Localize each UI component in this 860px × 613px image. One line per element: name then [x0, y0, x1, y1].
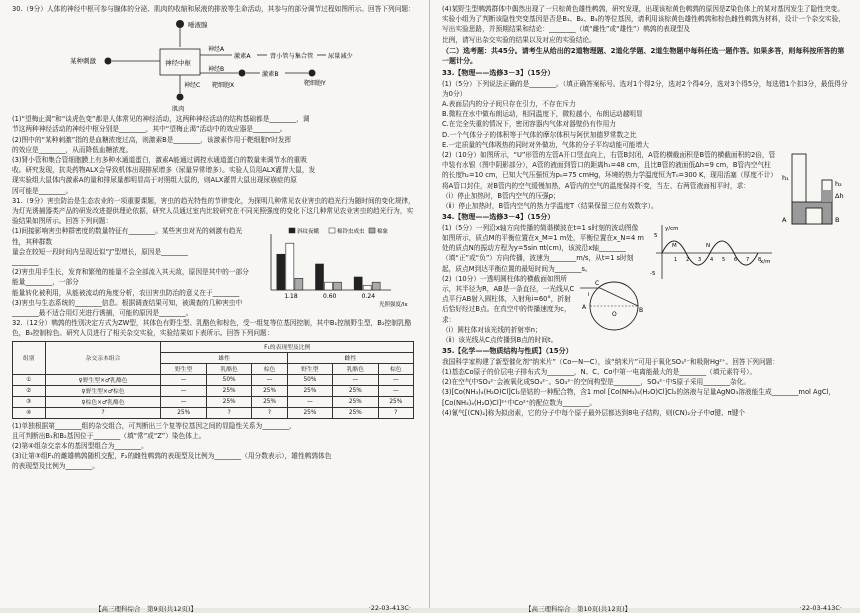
wave-amp: 5	[654, 232, 658, 239]
th-cream: 乳酪色	[333, 363, 378, 374]
q33-line: (1)（5分）下列说法正确的是________。（填正确答案标号。选对1个得2分，选对2个得4分，选对3个得5分，每选错1个扣3分，最低得分为0分）	[442, 79, 848, 98]
q30-line: 收。研究发现，抗炎药物ALX会导致机体出现排尿增多（尿量异常增多）。实验人员用ALX灌胃大鼠，发	[12, 166, 316, 175]
chart-bar	[295, 279, 303, 291]
legend-swatch	[289, 228, 295, 233]
th-brown: 棕色	[378, 363, 413, 374]
q33-option: D.一个气体分子的体积等于气体的摩尔体积与阿伏加德罗常数之比	[442, 130, 637, 139]
chart-bar	[325, 283, 333, 291]
table-row: ② ♀野生型×♂棕色 — 25% 25% 25% 25% —	[13, 385, 414, 396]
q32-line: (1)单独根据第________组的杂交组合，可判断出三个复等位基因之间的显隐性关系为________，	[12, 421, 296, 430]
footer-title: 【高三理科综合 第10页(共12页)】	[525, 605, 632, 613]
q31-line: (3)害虫与生态系统的________信息。根据调查结果可知，被调查的几种害虫中________最不适合用灯光进行诱捕，可能的原因是________。	[12, 298, 243, 318]
hormone-a-label: 激素A	[234, 53, 251, 61]
fig-h2: h₂	[835, 180, 842, 189]
q31-line: 量会在较短一段时间内呈现近似“J”型增长，原因是________	[12, 247, 188, 256]
q30-line: (1)“望梅止渴”和“谈虎色变”都是人体常见的神经活动，这两种神经活动的结构基础都是________，调	[12, 115, 310, 124]
q35-line: (2)在空气中SO₃²⁻会被氧化成SO₄²⁻。SO₃²⁻的空间构型是________，SO₄²⁻中S原子采用________杂化。	[442, 378, 751, 387]
q32-line: 且可判断出B₁和B₂基因位于________（填“常”或“Z”）染色体上。	[12, 431, 206, 440]
wave-tick: 2	[686, 256, 690, 263]
hormone-b-label: 激素B	[262, 71, 279, 79]
stimulus-label: 某种刺激	[70, 57, 96, 66]
circle-b: B	[639, 306, 644, 314]
legend-label: 棉象	[377, 229, 389, 236]
wave-xlabel: x/m	[760, 258, 771, 265]
table-row: ① ♀野生型×♂乳酪色 — 50% — 50% — —	[13, 374, 414, 385]
th-wild: 野生型	[287, 363, 332, 374]
q31-line: (2)害虫用手生长，发育和繁殖的能量不会全部流入其天敌，原因是其中的一部分能量________，一部分	[12, 268, 249, 287]
chart-bar	[286, 244, 294, 291]
wave-m: M	[672, 242, 677, 249]
q30-line: 节这两种神经活动的神经中枢分别是________，其中“望梅止渴”活动中的效应器是________。	[12, 125, 287, 134]
chart-bar	[363, 286, 371, 291]
q30-line: 的效应是________，从而降低血糖浓度。	[12, 145, 133, 154]
nerve-b-label: 神经B	[208, 66, 225, 74]
legend-swatch	[369, 228, 375, 233]
q35-line: (1)基态Co原子的价层电子排布式为________，N、C、Co中第一电离能最大的是________（填元素符号）。	[442, 368, 757, 377]
q30-questions	[12, 114, 419, 196]
th-cream: 乳酪色	[206, 363, 251, 374]
q35-line: (4)氰气[(CN)₂]称为拟卤素，它的分子中每个原子最外层都达到8电子结构，则(CN)₂分子中σ键、π键个	[442, 408, 746, 417]
gland-label: 唾液腺	[188, 21, 208, 30]
q33-option: C.在完全失重的情况下，密闭容器内气体对器壁仍有作用力	[442, 120, 616, 129]
q32-stem: 32.（12分）鹌鹑的性别决定方式为ZW型，其体色有野生型、乳酪色和棕色，受一组复等位基因控制，其中B₁控制野生型，B₂控制乳酪色，B₃控制棕色。研究人员进行了相关杂交实验，实验结果如下表所示。回答下列问题：	[12, 319, 412, 338]
q33-option: B.微粒在水中做布朗运动，相同温度下，微粒越小，布朗运动越明显	[442, 110, 643, 119]
elective-note: （二）选考题：共45分。请考生从给出的2道物理题、2道化学题、2道生物题中每科任选一题作答。如果多答，则每科按所答的第一题计分。	[442, 46, 845, 66]
kidney-label: 肾小管与集合管	[270, 53, 314, 61]
th-f1: F₁的表现型及比例	[161, 341, 414, 352]
wave-ylabel: y/cm	[665, 225, 679, 232]
q34-line: (2)（10分）一透明圆柱体的横截面如图所示，其半径为R，AB是一条直径，一光线从C点平行AB射入圆柱体，入射角i=60°，折射后恰好经过B点。在真空中的传播速度为c，求：	[442, 274, 575, 324]
wave-figure	[648, 223, 776, 281]
q30-line: 因可能是________。	[12, 186, 73, 195]
circle-a: A	[582, 303, 587, 311]
target-y-label: 靶细胞Y	[304, 80, 326, 88]
q31-stem: 31.（9分）害虫防治是生态农业的一项重要课题，害虫的趋光特性的节律变化，为探明几种常见农业害虫的趋光行为随时间的变化规律，为灯光诱捕器类产品的研发改进提供理论依据，研究人员通过室内比较研究在不同光照强度的变化下这几种常见农业害虫的趋光行为，实验结果如图所示。回答下列问题：	[12, 196, 415, 226]
chart-bar	[354, 277, 362, 290]
q31-line: ________	[12, 258, 39, 267]
th-female: 雌性	[287, 352, 413, 363]
q33-line: （ⅱ）停止加热时，B管内空气的热力学温度T（结果保留三位有效数字）。	[442, 202, 658, 211]
q34-line: （ⅱ）该光线从C点传播到B点的时间t。	[442, 336, 558, 345]
fig-b: B	[835, 216, 840, 225]
nerve-a-label: 神经A	[208, 46, 225, 54]
urine-label: 尿量减少	[328, 53, 353, 61]
q33-line: (2)（10分）如图所示，“U”形管的左管A开口竖直向上，右管B封闭，A管的横截面积是B管的横截面积的2倍，管中装有水银（图中阴影部分），A管的液面到管口的距离h₁=48 cm，且比B管的液面低Δh=9 cm，B管内空气柱的长度h₂=10 cm，已知大气压强恒为p₀=75 cmHg，环境的热力学温度恒为T₀=300 K，现用活塞（厚度不计）将A管口封住，对B管内的空气缓慢加热，A管内的空气的温度保持不变，当左、右两管液面相平时，求：	[442, 151, 776, 190]
q32-cross-table	[12, 341, 414, 419]
fig-h1: h₁	[782, 174, 789, 183]
q31-line: 能量转化被利用，从能被流动的角度分析，农田害虫防治的意义在于________	[12, 288, 240, 297]
footer-code: ·22-03-413C·	[799, 604, 842, 612]
muscle-label: 肌肉	[172, 106, 185, 114]
wave-tick: 3	[698, 256, 702, 263]
chart-tick-label: 1.18	[284, 293, 298, 301]
exam-page-10	[430, 0, 860, 613]
q30-line: 现实验组大鼠体内激素A的量和排尿量都明显高于对照组大鼠的，则ALX灌胃大鼠出现尿崩症的原	[12, 176, 297, 185]
legend-label: 棉铃虫成虫	[337, 229, 365, 236]
fig-a: A	[782, 216, 787, 225]
q30-stem: 30.（9分）人体的神经中枢可参与腺体的分泌、肌肉的收缩和尿液的排放等生命活动，其参与的部分调节过程如图所示。回答下列问题：	[12, 5, 415, 13]
table-row: ④ ? 25% ? ? 25% 25% ?	[13, 407, 414, 418]
wave-tick: 4	[710, 256, 714, 263]
nerve-c-label: 神经C	[184, 82, 201, 90]
q32-line: (2)第④组杂交亲本的基因型组合为________。	[12, 442, 148, 451]
chart-bar	[372, 283, 380, 291]
legend-label: 斜纹夜蛾	[297, 229, 320, 236]
q34-line: （ⅰ）圆柱体对该光线的折射率n；	[442, 325, 542, 334]
q34-title: 34.【物理——选修3－4】（15分）	[442, 213, 555, 222]
wave-tick: 6	[734, 256, 738, 263]
circle-figure	[580, 274, 644, 334]
q30-line: (3)肾小管和集合管细胞膜上有多种水通道蛋白，激素A能通过调控水通道蛋白的数量来调节水的重吸	[12, 156, 307, 165]
q30-regulation-diagram	[12, 15, 412, 113]
chart-bar	[277, 255, 285, 291]
u-tube-figure	[780, 150, 850, 228]
center-label: 神经中枢	[165, 59, 191, 68]
footer-title: 【高三理科综合 第9页(共12页)】	[95, 605, 197, 613]
q35-title: 35.【化学——物质结构与性质】（15分）	[442, 347, 573, 356]
th-male: 雄性	[161, 352, 287, 363]
circle-o: O	[612, 310, 617, 318]
wave-n: N	[706, 242, 711, 249]
footer-code: ·22-03-413C·	[368, 604, 411, 612]
fig-dh: Δh	[835, 192, 844, 201]
q33-line: （ⅰ）停止加热时，B管内空气的压强p；	[442, 191, 560, 200]
q32-cont-line: (4)某野生型鹌鹑群体中偶然出现了一只棕黄色雄性鹌鹑，研究发现，出现该棕黄色鹌鹑的原因是Z染色体上的某对基因发生了隐性突变。实验小组为了判断该隐性突变基因是否是B₁、B₂、B₃的等位基因，请利用该棕黄色雄性鹌鹑和棕色雌性鹌鹑为材料，设计一个杂交实验，写出实验思路，并预期结果和结论：________（填“雌性”或“雄性”）鹌鹑的表现型及	[442, 5, 845, 34]
q35-line: (3)[Co(NH₃)₄(H₂O)Cl]Cl₂是钴的一种配合物，含1 mol [Co(NH₃)₄(H₂O)Cl]Cl₂的溶液与足量AgNO₃溶液能生成________mol AgCl，[Co(NH₃)₄(H₂O)Cl]²⁺中Co²⁺的配位数为________。	[442, 388, 836, 407]
chart-bar	[334, 283, 342, 291]
table-row: ③ ♀棕色×♂乳酪色 — 25% 25% — 25% 25%	[13, 396, 414, 407]
circle-i: i	[588, 291, 590, 298]
th-wild: 野生型	[161, 363, 206, 374]
q33-option: E.一定质量的气体吸热的同时对外做功，气体的分子平均动能可能增大	[442, 140, 649, 149]
q33-title: 33.【物理——选修3－3】（15分）	[442, 69, 555, 77]
q33-option: A.表面层内的分子间只存在引力，不存在斥力	[442, 100, 576, 108]
chart-tick-label: 0.60	[323, 293, 337, 301]
q31-bar-chart	[259, 226, 419, 308]
q32-questions	[12, 421, 419, 472]
circle-c: C	[595, 279, 600, 287]
q32-line: (3)让第③组F₁的雌雄鹌鹑随机交配，F₂的雌性鹌鹑的表现型及比例为________（用分数表示），雄性鹌鹑体色	[12, 452, 332, 461]
wave-neg-amp: -5	[650, 270, 656, 277]
wave-tick: 8	[758, 256, 762, 263]
wave-tick: 7	[746, 256, 750, 263]
th-brown: 棕色	[252, 363, 287, 374]
q35-line: 我国科学家构建了新型催化剂“纳米片”（Co—N—C），该“纳米片”可用于氧化SO₃²⁻和吸附Hg²⁺。回答下列问题：	[442, 357, 780, 366]
target-x-label: 靶细胞X	[212, 82, 235, 90]
wave-tick: 1	[674, 256, 678, 263]
q30-line: (2)图中的“某种刺激”指的是血糖浓度过高，则激素B是________，该激素作用于靶细胞Y时发挥	[12, 135, 292, 144]
chart-tick-label: 0.24	[361, 293, 376, 301]
chart-xlabel: 光照强度/lx	[379, 302, 408, 309]
th-parents: 杂交亲本组合	[45, 341, 161, 374]
th-group: 组别	[13, 341, 46, 374]
q32-cont-line: 比例，请写出杂交实验的结果以及对应的实验结论。	[442, 35, 596, 44]
chart-bar	[316, 264, 324, 290]
q34-line: (1)（5分）一列沿x轴方向传播的简谐横波在t=1 s时刻的波动图像如图所示，质点M的平衡位置在x_M=1 m处，平衡位置在x_N=4 m处的质点N的振动方程为y=5sin πt(cm)，该波沿x轴________（填“正”或“负”）方向传播，波速为________m/s，从t=1 s时刻起，质点M到达平衡位置的最短时间为________s。	[442, 223, 644, 273]
q31-line: (1)间接影响害虫种群密度的数量特征有________。某些害虫对光的刺激有趋光性，其种群数	[12, 227, 243, 246]
q32-line: 的表现型及比例为________。	[12, 462, 99, 471]
legend-swatch	[329, 228, 335, 233]
wave-tick: 5	[722, 256, 726, 263]
